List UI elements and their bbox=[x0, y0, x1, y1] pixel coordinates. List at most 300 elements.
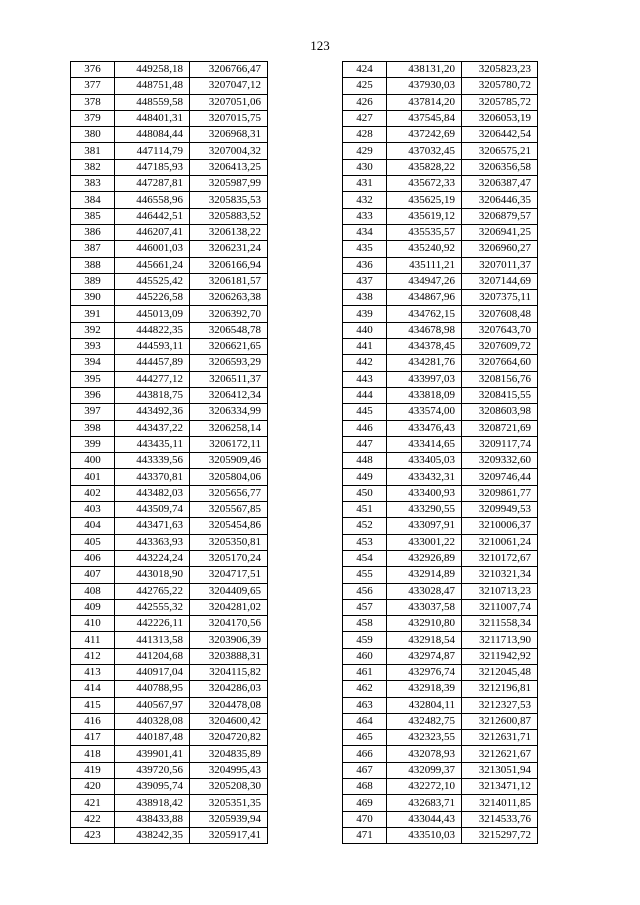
table-row bbox=[343, 339, 538, 355]
point-number-cell: 440 bbox=[343, 322, 387, 338]
x-coordinate-cell: 435672,33 bbox=[387, 176, 462, 192]
table-row bbox=[343, 697, 538, 713]
y-coordinate-cell: 3210172,67 bbox=[462, 550, 538, 566]
x-coordinate-cell: 444822,35 bbox=[115, 322, 190, 338]
table-row bbox=[343, 599, 538, 615]
point-number-cell: 408 bbox=[71, 583, 115, 599]
y-coordinate-cell: 3212600,87 bbox=[462, 713, 538, 729]
point-number-cell: 443 bbox=[343, 371, 387, 387]
x-coordinate-cell: 432078,93 bbox=[387, 746, 462, 762]
x-coordinate-cell: 437242,69 bbox=[387, 127, 462, 143]
x-coordinate-cell: 448401,31 bbox=[115, 110, 190, 126]
point-number-cell: 417 bbox=[71, 730, 115, 746]
y-coordinate-cell: 3207664,60 bbox=[462, 355, 538, 371]
x-coordinate-cell: 440328,08 bbox=[115, 713, 190, 729]
point-number-cell: 401 bbox=[71, 469, 115, 485]
table-row bbox=[71, 599, 268, 615]
table-row bbox=[343, 746, 538, 762]
x-coordinate-cell: 433028,47 bbox=[387, 583, 462, 599]
y-coordinate-cell: 3205208,30 bbox=[190, 779, 268, 795]
x-coordinate-cell: 438131,20 bbox=[387, 62, 462, 78]
table-row bbox=[71, 420, 268, 436]
y-coordinate-cell: 3205883,52 bbox=[190, 208, 268, 224]
x-coordinate-cell: 442765,22 bbox=[115, 583, 190, 599]
table-row bbox=[343, 224, 538, 240]
point-number-cell: 385 bbox=[71, 208, 115, 224]
x-coordinate-cell: 435828,22 bbox=[387, 159, 462, 175]
x-coordinate-cell: 446207,41 bbox=[115, 224, 190, 240]
table-row bbox=[343, 94, 538, 110]
x-coordinate-cell: 444593,11 bbox=[115, 339, 190, 355]
point-number-cell: 384 bbox=[71, 192, 115, 208]
y-coordinate-cell: 3205170,24 bbox=[190, 550, 268, 566]
y-coordinate-cell: 3207004,32 bbox=[190, 143, 268, 159]
table-row bbox=[343, 159, 538, 175]
y-coordinate-cell: 3206053,19 bbox=[462, 110, 538, 126]
point-number-cell: 402 bbox=[71, 485, 115, 501]
table-row bbox=[343, 534, 538, 550]
y-coordinate-cell: 3209949,53 bbox=[462, 502, 538, 518]
point-number-cell: 445 bbox=[343, 404, 387, 420]
point-number-cell: 413 bbox=[71, 664, 115, 680]
x-coordinate-cell: 433476,43 bbox=[387, 420, 462, 436]
y-coordinate-cell: 3212621,67 bbox=[462, 746, 538, 762]
table-row bbox=[71, 550, 268, 566]
point-number-cell: 424 bbox=[343, 62, 387, 78]
table-row bbox=[343, 62, 538, 78]
point-number-cell: 444 bbox=[343, 387, 387, 403]
x-coordinate-cell: 432926,89 bbox=[387, 550, 462, 566]
table-row bbox=[343, 404, 538, 420]
x-coordinate-cell: 443437,22 bbox=[115, 420, 190, 436]
x-coordinate-cell: 432918,39 bbox=[387, 681, 462, 697]
x-coordinate-cell: 438433,88 bbox=[115, 811, 190, 827]
x-coordinate-cell: 443509,74 bbox=[115, 502, 190, 518]
table-row bbox=[71, 567, 268, 583]
x-coordinate-cell: 433400,93 bbox=[387, 485, 462, 501]
point-number-cell: 446 bbox=[343, 420, 387, 436]
table-row bbox=[71, 648, 268, 664]
y-coordinate-cell: 3205987,99 bbox=[190, 176, 268, 192]
y-coordinate-cell: 3208156,76 bbox=[462, 371, 538, 387]
y-coordinate-cell: 3208603,98 bbox=[462, 404, 538, 420]
y-coordinate-cell: 3203888,31 bbox=[190, 648, 268, 664]
table-row bbox=[343, 518, 538, 534]
x-coordinate-cell: 433405,03 bbox=[387, 453, 462, 469]
point-number-cell: 432 bbox=[343, 192, 387, 208]
point-number-cell: 449 bbox=[343, 469, 387, 485]
y-coordinate-cell: 3206593,29 bbox=[190, 355, 268, 371]
point-number-cell: 405 bbox=[71, 534, 115, 550]
table-row bbox=[343, 616, 538, 632]
table-row bbox=[343, 273, 538, 289]
y-coordinate-cell: 3206356,58 bbox=[462, 159, 538, 175]
x-coordinate-cell: 445661,24 bbox=[115, 257, 190, 273]
point-number-cell: 433 bbox=[343, 208, 387, 224]
table-row bbox=[343, 762, 538, 778]
x-coordinate-cell: 432910,80 bbox=[387, 616, 462, 632]
y-coordinate-cell: 3210006,37 bbox=[462, 518, 538, 534]
y-coordinate-cell: 3206575,21 bbox=[462, 143, 538, 159]
y-coordinate-cell: 3207608,48 bbox=[462, 306, 538, 322]
table-row bbox=[71, 290, 268, 306]
table-row bbox=[343, 371, 538, 387]
y-coordinate-cell: 3204995,43 bbox=[190, 762, 268, 778]
x-coordinate-cell: 443471,63 bbox=[115, 518, 190, 534]
y-coordinate-cell: 3205835,53 bbox=[190, 192, 268, 208]
point-number-cell: 436 bbox=[343, 257, 387, 273]
x-coordinate-cell: 433097,91 bbox=[387, 518, 462, 534]
table-row bbox=[71, 746, 268, 762]
x-coordinate-cell: 443818,75 bbox=[115, 387, 190, 403]
table-row bbox=[71, 192, 268, 208]
x-coordinate-cell: 432914,89 bbox=[387, 567, 462, 583]
table-row bbox=[343, 436, 538, 452]
y-coordinate-cell: 3206941,25 bbox=[462, 224, 538, 240]
x-coordinate-cell: 437814,20 bbox=[387, 94, 462, 110]
point-number-cell: 389 bbox=[71, 273, 115, 289]
x-coordinate-cell: 438242,35 bbox=[115, 827, 190, 843]
y-coordinate-cell: 3212631,71 bbox=[462, 730, 538, 746]
y-coordinate-cell: 3205351,35 bbox=[190, 795, 268, 811]
table-row bbox=[71, 436, 268, 452]
point-number-cell: 464 bbox=[343, 713, 387, 729]
coordinates-table-right bbox=[342, 61, 538, 844]
point-number-cell: 431 bbox=[343, 176, 387, 192]
table-row bbox=[71, 664, 268, 680]
table-row bbox=[343, 550, 538, 566]
table-row bbox=[71, 224, 268, 240]
table-row bbox=[71, 518, 268, 534]
y-coordinate-cell: 3206442,54 bbox=[462, 127, 538, 143]
table-row bbox=[71, 453, 268, 469]
y-coordinate-cell: 3207047,12 bbox=[190, 78, 268, 94]
x-coordinate-cell: 432918,54 bbox=[387, 632, 462, 648]
x-coordinate-cell: 439095,74 bbox=[115, 779, 190, 795]
point-number-cell: 380 bbox=[71, 127, 115, 143]
x-coordinate-cell: 447114,79 bbox=[115, 143, 190, 159]
point-number-cell: 412 bbox=[71, 648, 115, 664]
table-row bbox=[71, 306, 268, 322]
table-row bbox=[71, 616, 268, 632]
x-coordinate-cell: 435625,19 bbox=[387, 192, 462, 208]
point-number-cell: 386 bbox=[71, 224, 115, 240]
table-row bbox=[71, 159, 268, 175]
x-coordinate-cell: 445525,42 bbox=[115, 273, 190, 289]
x-coordinate-cell: 446558,96 bbox=[115, 192, 190, 208]
x-coordinate-cell: 443363,93 bbox=[115, 534, 190, 550]
x-coordinate-cell: 446001,03 bbox=[115, 241, 190, 257]
y-coordinate-cell: 3207015,75 bbox=[190, 110, 268, 126]
x-coordinate-cell: 437545,84 bbox=[387, 110, 462, 126]
x-coordinate-cell: 443370,81 bbox=[115, 469, 190, 485]
point-number-cell: 457 bbox=[343, 599, 387, 615]
table-row bbox=[343, 730, 538, 746]
table-row bbox=[343, 208, 538, 224]
table-row bbox=[71, 534, 268, 550]
y-coordinate-cell: 3207643,70 bbox=[462, 322, 538, 338]
point-number-cell: 396 bbox=[71, 387, 115, 403]
point-number-cell: 435 bbox=[343, 241, 387, 257]
point-number-cell: 437 bbox=[343, 273, 387, 289]
x-coordinate-cell: 434281,76 bbox=[387, 355, 462, 371]
point-number-cell: 471 bbox=[343, 827, 387, 843]
table-row bbox=[343, 127, 538, 143]
point-number-cell: 465 bbox=[343, 730, 387, 746]
table-row bbox=[71, 795, 268, 811]
y-coordinate-cell: 3204478,08 bbox=[190, 697, 268, 713]
x-coordinate-cell: 434678,98 bbox=[387, 322, 462, 338]
table-row bbox=[71, 257, 268, 273]
x-coordinate-cell: 444457,89 bbox=[115, 355, 190, 371]
point-number-cell: 395 bbox=[71, 371, 115, 387]
y-coordinate-cell: 3206879,57 bbox=[462, 208, 538, 224]
table-row bbox=[343, 502, 538, 518]
y-coordinate-cell: 3208721,69 bbox=[462, 420, 538, 436]
point-number-cell: 409 bbox=[71, 599, 115, 615]
y-coordinate-cell: 3206412,34 bbox=[190, 387, 268, 403]
x-coordinate-cell: 434867,96 bbox=[387, 290, 462, 306]
table-row bbox=[343, 795, 538, 811]
table-row bbox=[71, 632, 268, 648]
x-coordinate-cell: 445226,58 bbox=[115, 290, 190, 306]
table-row bbox=[71, 779, 268, 795]
y-coordinate-cell: 3212327,53 bbox=[462, 697, 538, 713]
y-coordinate-cell: 3205939,94 bbox=[190, 811, 268, 827]
y-coordinate-cell: 3206766,47 bbox=[190, 62, 268, 78]
y-coordinate-cell: 3212045,48 bbox=[462, 664, 538, 680]
x-coordinate-cell: 433432,31 bbox=[387, 469, 462, 485]
point-number-cell: 438 bbox=[343, 290, 387, 306]
y-coordinate-cell: 3206621,65 bbox=[190, 339, 268, 355]
point-number-cell: 450 bbox=[343, 485, 387, 501]
point-number-cell: 399 bbox=[71, 436, 115, 452]
x-coordinate-cell: 439720,56 bbox=[115, 762, 190, 778]
y-coordinate-cell: 3207051,06 bbox=[190, 94, 268, 110]
table-row bbox=[71, 502, 268, 518]
y-coordinate-cell: 3209117,74 bbox=[462, 436, 538, 452]
y-coordinate-cell: 3205823,23 bbox=[462, 62, 538, 78]
table-row bbox=[71, 176, 268, 192]
x-coordinate-cell: 448084,44 bbox=[115, 127, 190, 143]
point-number-cell: 379 bbox=[71, 110, 115, 126]
table-row bbox=[71, 322, 268, 338]
y-coordinate-cell: 3214011,85 bbox=[462, 795, 538, 811]
point-number-cell: 466 bbox=[343, 746, 387, 762]
x-coordinate-cell: 443339,56 bbox=[115, 453, 190, 469]
table-row bbox=[343, 306, 538, 322]
table-row bbox=[343, 648, 538, 664]
point-number-cell: 470 bbox=[343, 811, 387, 827]
x-coordinate-cell: 435535,57 bbox=[387, 224, 462, 240]
y-coordinate-cell: 3206392,70 bbox=[190, 306, 268, 322]
table-row bbox=[343, 583, 538, 599]
y-coordinate-cell: 3203906,39 bbox=[190, 632, 268, 648]
x-coordinate-cell: 433290,55 bbox=[387, 502, 462, 518]
point-number-cell: 462 bbox=[343, 681, 387, 697]
y-coordinate-cell: 3207144,69 bbox=[462, 273, 538, 289]
table-row bbox=[71, 273, 268, 289]
y-coordinate-cell: 3208415,55 bbox=[462, 387, 538, 403]
y-coordinate-cell: 3209332,60 bbox=[462, 453, 538, 469]
y-coordinate-cell: 3204115,82 bbox=[190, 664, 268, 680]
y-coordinate-cell: 3207609,72 bbox=[462, 339, 538, 355]
point-number-cell: 403 bbox=[71, 502, 115, 518]
table-row bbox=[343, 779, 538, 795]
x-coordinate-cell: 443018,90 bbox=[115, 567, 190, 583]
y-coordinate-cell: 3205567,85 bbox=[190, 502, 268, 518]
table-row bbox=[71, 241, 268, 257]
point-number-cell: 388 bbox=[71, 257, 115, 273]
table-row bbox=[71, 811, 268, 827]
point-number-cell: 394 bbox=[71, 355, 115, 371]
y-coordinate-cell: 3210061,24 bbox=[462, 534, 538, 550]
point-number-cell: 404 bbox=[71, 518, 115, 534]
x-coordinate-cell: 440788,95 bbox=[115, 681, 190, 697]
y-coordinate-cell: 3212196,81 bbox=[462, 681, 538, 697]
x-coordinate-cell: 434947,26 bbox=[387, 273, 462, 289]
x-coordinate-cell: 434762,15 bbox=[387, 306, 462, 322]
x-coordinate-cell: 440917,04 bbox=[115, 664, 190, 680]
point-number-cell: 441 bbox=[343, 339, 387, 355]
point-number-cell: 381 bbox=[71, 143, 115, 159]
table-row bbox=[343, 110, 538, 126]
point-number-cell: 376 bbox=[71, 62, 115, 78]
point-number-cell: 419 bbox=[71, 762, 115, 778]
point-number-cell: 448 bbox=[343, 453, 387, 469]
table-row bbox=[343, 290, 538, 306]
point-number-cell: 418 bbox=[71, 746, 115, 762]
point-number-cell: 387 bbox=[71, 241, 115, 257]
x-coordinate-cell: 445013,09 bbox=[115, 306, 190, 322]
point-number-cell: 447 bbox=[343, 436, 387, 452]
point-number-cell: 411 bbox=[71, 632, 115, 648]
y-coordinate-cell: 3211007,74 bbox=[462, 599, 538, 615]
y-coordinate-cell: 3204281,02 bbox=[190, 599, 268, 615]
table-row bbox=[71, 143, 268, 159]
x-coordinate-cell: 435240,92 bbox=[387, 241, 462, 257]
x-coordinate-cell: 433044,43 bbox=[387, 811, 462, 827]
table-row bbox=[343, 322, 538, 338]
table-row bbox=[71, 94, 268, 110]
coordinates-table-left bbox=[70, 61, 268, 844]
x-coordinate-cell: 447185,93 bbox=[115, 159, 190, 175]
x-coordinate-cell: 437930,03 bbox=[387, 78, 462, 94]
y-coordinate-cell: 3207375,11 bbox=[462, 290, 538, 306]
x-coordinate-cell: 433574,00 bbox=[387, 404, 462, 420]
point-number-cell: 469 bbox=[343, 795, 387, 811]
x-coordinate-cell: 449258,18 bbox=[115, 62, 190, 78]
y-coordinate-cell: 3209746,44 bbox=[462, 469, 538, 485]
table-row bbox=[343, 632, 538, 648]
point-number-cell: 406 bbox=[71, 550, 115, 566]
table-row bbox=[71, 62, 268, 78]
table-row bbox=[71, 404, 268, 420]
table-row bbox=[343, 681, 538, 697]
table-row bbox=[343, 192, 538, 208]
y-coordinate-cell: 3207011,37 bbox=[462, 257, 538, 273]
table-row bbox=[71, 371, 268, 387]
x-coordinate-cell: 432683,71 bbox=[387, 795, 462, 811]
y-coordinate-cell: 3213051,94 bbox=[462, 762, 538, 778]
y-coordinate-cell: 3206258,14 bbox=[190, 420, 268, 436]
y-coordinate-cell: 3210321,34 bbox=[462, 567, 538, 583]
y-coordinate-cell: 3206968,31 bbox=[190, 127, 268, 143]
table-row bbox=[343, 567, 538, 583]
point-number-cell: 390 bbox=[71, 290, 115, 306]
x-coordinate-cell: 432974,87 bbox=[387, 648, 462, 664]
table-row bbox=[343, 811, 538, 827]
y-coordinate-cell: 3205909,46 bbox=[190, 453, 268, 469]
y-coordinate-cell: 3209861,77 bbox=[462, 485, 538, 501]
y-coordinate-cell: 3211942,92 bbox=[462, 648, 538, 664]
point-number-cell: 377 bbox=[71, 78, 115, 94]
x-coordinate-cell: 443492,36 bbox=[115, 404, 190, 420]
y-coordinate-cell: 3214533,76 bbox=[462, 811, 538, 827]
y-coordinate-cell: 3204600,42 bbox=[190, 713, 268, 729]
y-coordinate-cell: 3205804,06 bbox=[190, 469, 268, 485]
y-coordinate-cell: 3205350,81 bbox=[190, 534, 268, 550]
x-coordinate-cell: 432482,75 bbox=[387, 713, 462, 729]
x-coordinate-cell: 433997,03 bbox=[387, 371, 462, 387]
point-number-cell: 416 bbox=[71, 713, 115, 729]
point-number-cell: 398 bbox=[71, 420, 115, 436]
x-coordinate-cell: 442555,32 bbox=[115, 599, 190, 615]
y-coordinate-cell: 3204286,03 bbox=[190, 681, 268, 697]
y-coordinate-cell: 3210713,23 bbox=[462, 583, 538, 599]
x-coordinate-cell: 432099,37 bbox=[387, 762, 462, 778]
table-row bbox=[71, 208, 268, 224]
point-number-cell: 429 bbox=[343, 143, 387, 159]
point-number-cell: 407 bbox=[71, 567, 115, 583]
y-coordinate-cell: 3204170,56 bbox=[190, 616, 268, 632]
x-coordinate-cell: 434378,45 bbox=[387, 339, 462, 355]
x-coordinate-cell: 433001,22 bbox=[387, 534, 462, 550]
table-row bbox=[71, 827, 268, 843]
table-row bbox=[71, 127, 268, 143]
point-number-cell: 421 bbox=[71, 795, 115, 811]
x-coordinate-cell: 448751,48 bbox=[115, 78, 190, 94]
x-coordinate-cell: 433818,09 bbox=[387, 387, 462, 403]
x-coordinate-cell: 433414,65 bbox=[387, 436, 462, 452]
x-coordinate-cell: 441204,68 bbox=[115, 648, 190, 664]
point-number-cell: 451 bbox=[343, 502, 387, 518]
point-number-cell: 427 bbox=[343, 110, 387, 126]
y-coordinate-cell: 3204409,65 bbox=[190, 583, 268, 599]
point-number-cell: 420 bbox=[71, 779, 115, 795]
table-row bbox=[71, 730, 268, 746]
y-coordinate-cell: 3205656,77 bbox=[190, 485, 268, 501]
y-coordinate-cell: 3206263,38 bbox=[190, 290, 268, 306]
point-number-cell: 430 bbox=[343, 159, 387, 175]
table-row bbox=[71, 583, 268, 599]
table-row bbox=[71, 339, 268, 355]
y-coordinate-cell: 3206181,57 bbox=[190, 273, 268, 289]
x-coordinate-cell: 440187,48 bbox=[115, 730, 190, 746]
y-coordinate-cell: 3206960,27 bbox=[462, 241, 538, 257]
y-coordinate-cell: 3206446,35 bbox=[462, 192, 538, 208]
y-coordinate-cell: 3215297,72 bbox=[462, 827, 538, 843]
point-number-cell: 400 bbox=[71, 453, 115, 469]
point-number-cell: 467 bbox=[343, 762, 387, 778]
y-coordinate-cell: 3205785,72 bbox=[462, 94, 538, 110]
table-row bbox=[71, 78, 268, 94]
point-number-cell: 442 bbox=[343, 355, 387, 371]
table-row bbox=[71, 110, 268, 126]
x-coordinate-cell: 432976,74 bbox=[387, 664, 462, 680]
table-row bbox=[343, 420, 538, 436]
point-number-cell: 393 bbox=[71, 339, 115, 355]
